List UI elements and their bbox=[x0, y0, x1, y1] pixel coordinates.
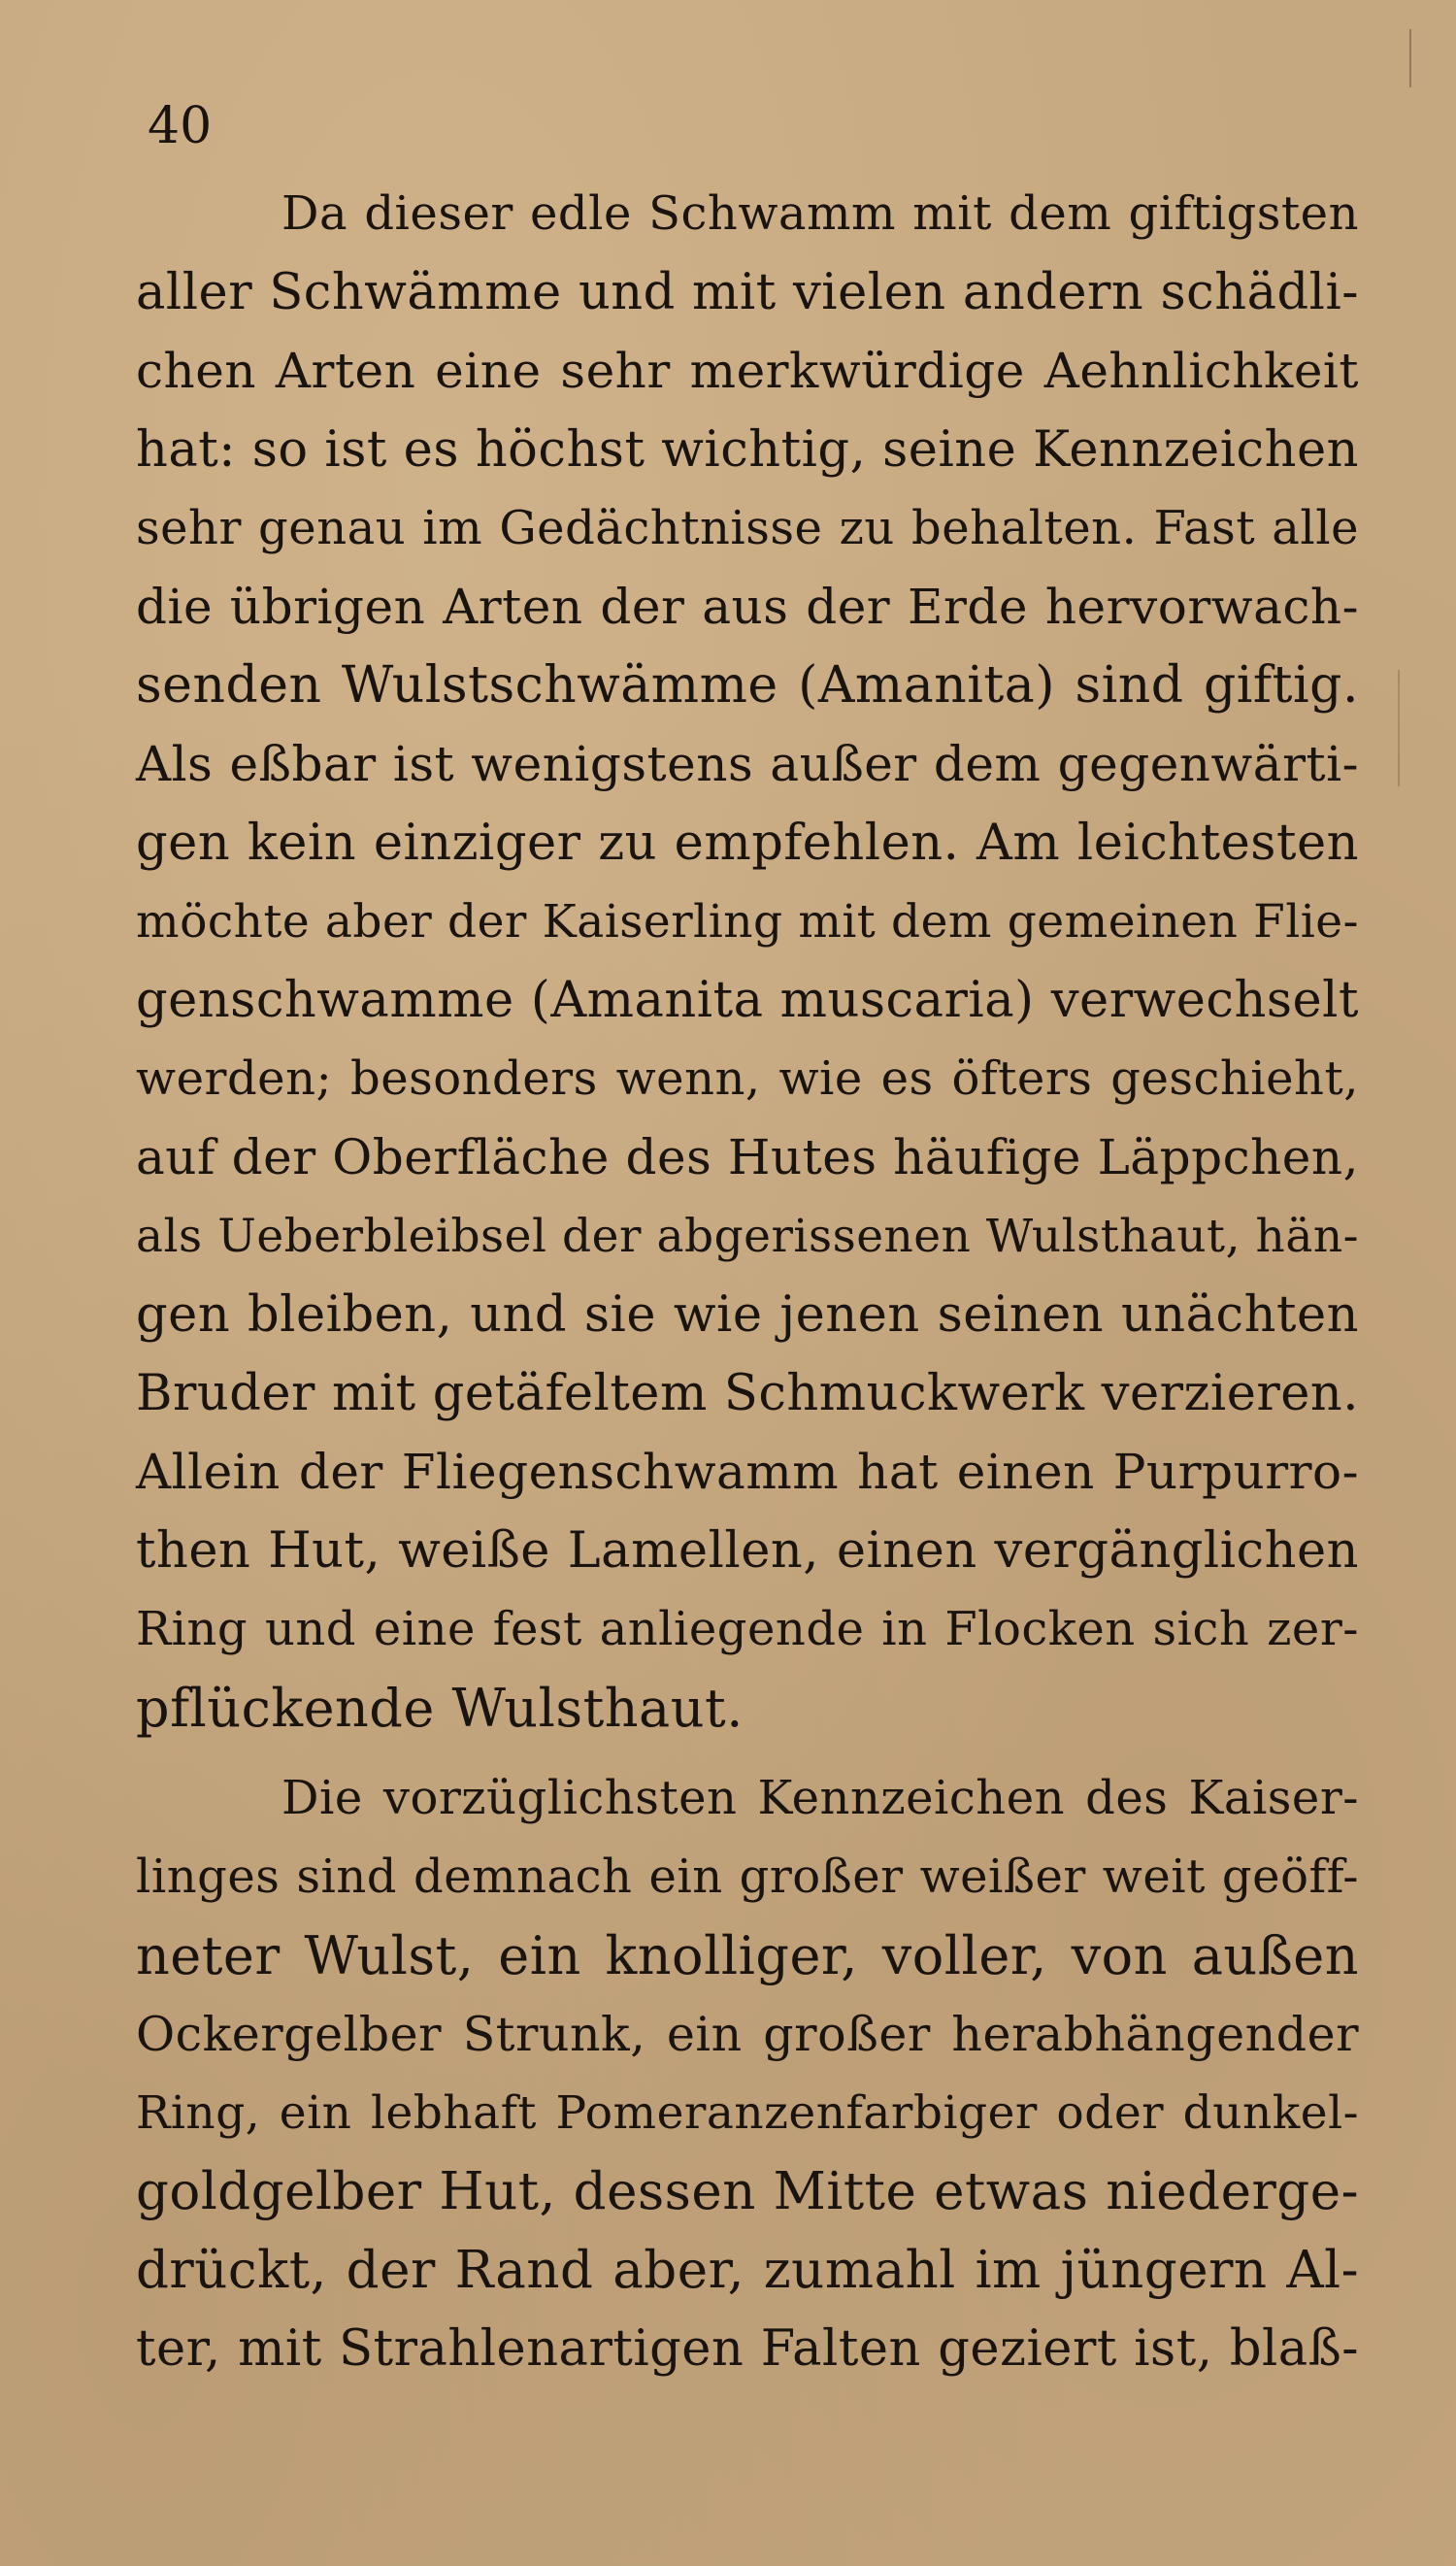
text-line: Da dieser edle Schwamm mit dem giftigsten bbox=[281, 186, 1359, 241]
text-line: Die vorzüglichsten Kennzeichen des Kaiser- bbox=[281, 1771, 1359, 1825]
page-number: 40 bbox=[148, 97, 213, 155]
paragraph-1 bbox=[136, 175, 1359, 1748]
text-line: genschwamme (Amanita muscaria) verwechselt bbox=[136, 972, 1359, 1029]
body-text bbox=[136, 175, 1359, 2388]
text-line: Ring und eine fest anliegende in Flocken sich zer- bbox=[136, 1602, 1359, 1656]
margin-stain-mark bbox=[1409, 29, 1411, 87]
paragraph-2 bbox=[136, 1759, 1359, 2388]
text-line: Ockergelber Strunk, ein großer herabhängender bbox=[136, 2007, 1359, 2062]
text-line: ter, mit Strahlenartigen Falten geziert ist, blaß- bbox=[136, 2320, 1359, 2378]
text-line: then Hut, weiße Lamellen, einen vergänglichen bbox=[136, 1522, 1359, 1580]
margin-stain-mark bbox=[1398, 670, 1400, 786]
text-line: möchte aber der Kaiserling mit dem gemeinen Flie- bbox=[136, 895, 1359, 949]
text-line: drückt, der Rand aber, zumahl im jüngern Al- bbox=[136, 2241, 1359, 2300]
text-line: aller Schwämme und mit vielen andern schädli- bbox=[136, 264, 1359, 321]
text-line: Allein der Fliegenschwamm hat einen Purpurro- bbox=[136, 1444, 1359, 1500]
text-line: als Ueberbleibsel der abgerissenen Wulsthaut, hän- bbox=[136, 1210, 1359, 1263]
text-line: sehr genau im Gedächtnisse zu behalten. Fast alle bbox=[136, 501, 1359, 555]
text-line: chen Arten eine sehr merkwürdige Aehnlichkeit bbox=[136, 343, 1359, 399]
text-line: werden; besonders wenn, wie es öfters geschieht, bbox=[136, 1051, 1359, 1106]
text-line: Ring, ein lebhaft Pomeranzenfarbiger oder dunkel- bbox=[136, 2086, 1359, 2140]
text-line: Bruder mit getäfeltem Schmuckwerk verzieren. bbox=[136, 1365, 1359, 1422]
text-line: auf der Oberfläche des Hutes häufige Läppchen, bbox=[136, 1129, 1359, 1185]
text-line: neter Wulst, ein knolliger, voller, von außen bbox=[136, 1925, 1359, 1986]
text-line: gen bleiben, und sie wie jenen seinen unächten bbox=[136, 1286, 1359, 1344]
text-line: die übrigen Arten der aus der Erde hervorwach- bbox=[136, 579, 1359, 635]
text-line: gen kein einziger zu empfehlen. Am leichtesten bbox=[136, 815, 1359, 872]
paragraph-gap bbox=[136, 1748, 1359, 1759]
text-line: pflückende Wulsthaut. bbox=[136, 1678, 744, 1739]
text-line: Als eßbar ist wenigstens außer dem gegenwärti- bbox=[136, 736, 1359, 792]
text-line: linges sind demnach ein großer weißer weit geöff- bbox=[136, 1850, 1359, 1904]
text-line: goldgelber Hut, dessen Mitte etwas niederge- bbox=[136, 2162, 1359, 2221]
text-line: senden Wulstschwämme (Amanita) sind giftig. bbox=[136, 656, 1359, 715]
text-line: hat: so ist es höchst wichtig, seine Kennzeichen bbox=[136, 421, 1359, 479]
